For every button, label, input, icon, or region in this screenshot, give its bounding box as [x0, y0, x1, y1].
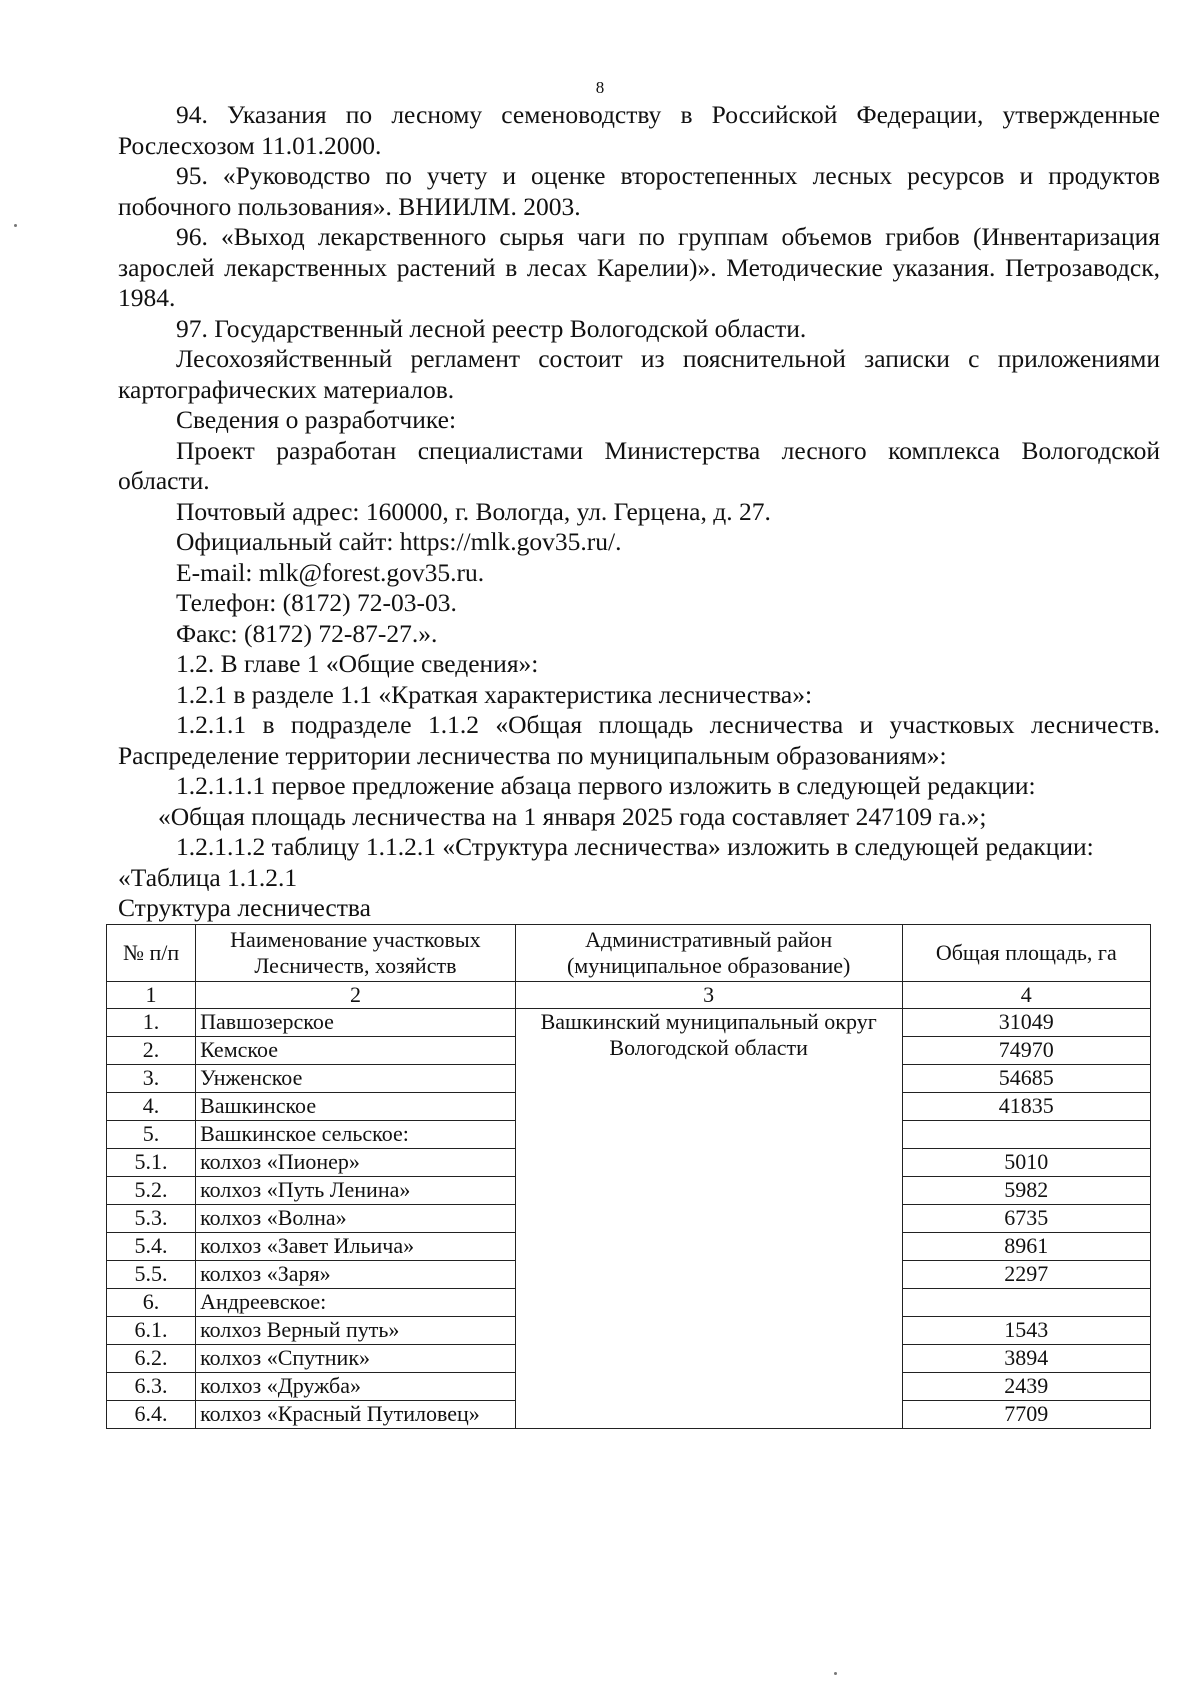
row-number: 6.3. — [107, 1372, 196, 1400]
row-name: колхоз «Пионер» — [196, 1148, 516, 1176]
row-number: 5.4. — [107, 1232, 196, 1260]
row-number: 5.2. — [107, 1176, 196, 1204]
header-district: Административный район (муниципальное образование) — [515, 924, 902, 981]
row-number: 5.1. — [107, 1148, 196, 1176]
column-number: 1 — [107, 981, 196, 1008]
column-number: 3 — [515, 981, 902, 1008]
paragraph: Проект разработан специалистами Министерства лесного комплекса Вологодской области. — [118, 435, 1160, 495]
paragraph: Лесохозяйственный регламент состоит из пояснительной записки с приложениями картографических материалов. — [118, 344, 1160, 404]
row-area: 7709 — [902, 1400, 1150, 1428]
paragraph: Официальный сайт: https://mlk.gov35.ru/. — [176, 527, 622, 556]
header-name: Наименование участковых Лесничеств, хозяйств — [196, 924, 516, 981]
row-area: 74970 — [902, 1036, 1150, 1064]
paragraph: 96. «Выход лекарственного сырья чаги по группам объемов грибов (Инвентаризация зарослей лекарственных растений в лесах Карелии)». Методические указания. Петрозаводск, 1984. — [118, 222, 1160, 312]
row-number: 5.5. — [107, 1260, 196, 1288]
paragraph: 1.2.1.1.1 первое предложение абзаца первого изложить в следующей редакции: — [176, 771, 1036, 800]
row-name: колхоз «Завет Ильича» — [196, 1232, 516, 1260]
row-area: 2439 — [902, 1372, 1150, 1400]
paragraph: E-mail: mlk@forest.gov35.ru. — [176, 557, 485, 587]
row-number: 6.1. — [107, 1316, 196, 1344]
paragraph: 95. «Руководство по учету и оценке второстепенных лесных ресурсов и продуктов побочного пользования». ВНИИЛМ. 2003. — [118, 161, 1160, 221]
paragraph: 1.2.1.1.2 таблицу 1.1.2.1 «Структура лесничества» изложить в следующей редакции: — [176, 832, 1094, 861]
row-name: Кемское — [196, 1036, 516, 1064]
row-area: 54685 — [902, 1064, 1150, 1092]
paragraph: 94. Указания по лесному семеноводству в Российской Федерации, утвержденные Рослесхозом 11.01.2000. — [118, 100, 1160, 160]
row-area — [902, 1120, 1150, 1148]
paragraph: Телефон: (8172) 72-03-03. — [176, 588, 457, 617]
column-number: 4 — [902, 981, 1150, 1008]
table-row — [107, 1008, 1151, 1036]
forestry-structure-table — [106, 924, 1151, 1429]
row-name: колхоз «Спутник» — [196, 1344, 516, 1372]
row-area — [902, 1288, 1150, 1316]
row-area: 6735 — [902, 1204, 1150, 1232]
row-area: 3894 — [902, 1344, 1150, 1372]
paragraph: «Общая площадь лесничества на 1 января 2025 года составляет 247109 га.»; — [158, 801, 987, 831]
paragraph: 97. Государственный лесной реестр Вологодской области. — [176, 313, 807, 343]
row-name: Вашкинское сельское: — [196, 1120, 516, 1148]
row-number: 5.3. — [107, 1204, 196, 1232]
scan-speck — [14, 224, 17, 227]
row-number: 2. — [107, 1036, 196, 1064]
header-number: № п/п — [107, 924, 196, 981]
paragraph: 1.2.1.1 в подразделе 1.1.2 «Общая площадь лесничества и участковых лесничеств. Распределение территории лесничества по муниципальным образованиям»: — [118, 710, 1160, 770]
row-name: колхоз «Дружба» — [196, 1372, 516, 1400]
row-name: колхоз «Заря» — [196, 1260, 516, 1288]
row-name: Павшозерское — [196, 1008, 516, 1036]
scan-speck — [834, 1672, 837, 1675]
district-cell: Вашкинский муниципальный округ Вологодской области — [515, 1008, 902, 1428]
row-number: 6.4. — [107, 1400, 196, 1428]
page-number: 8 — [595, 78, 605, 97]
row-number: 1. — [107, 1008, 196, 1036]
paragraph: Почтовый адрес: 160000, г. Вологда, ул. Герцена, д. 27. — [176, 496, 771, 526]
row-area: 2297 — [902, 1260, 1150, 1288]
row-name: Андреевское: — [196, 1288, 516, 1316]
row-area: 8961 — [902, 1232, 1150, 1260]
row-area: 5010 — [902, 1148, 1150, 1176]
row-number: 5. — [107, 1120, 196, 1148]
row-name: Унженское — [196, 1064, 516, 1092]
row-area: 1543 — [902, 1316, 1150, 1344]
row-name: Вашкинское — [196, 1092, 516, 1120]
row-name: колхоз «Путь Ленина» — [196, 1176, 516, 1204]
row-area: 41835 — [902, 1092, 1150, 1120]
row-name: колхоз «Волна» — [196, 1204, 516, 1232]
row-number: 4. — [107, 1092, 196, 1120]
paragraph: 1.2.1 в разделе 1.1 «Краткая характеристика лесничества»: — [176, 679, 813, 709]
header-area: Общая площадь, га — [902, 924, 1150, 981]
row-name: колхоз «Красный Путиловец» — [196, 1400, 516, 1428]
body-text — [118, 100, 1160, 1429]
row-number: 6.2. — [107, 1344, 196, 1372]
row-area: 31049 — [902, 1008, 1150, 1036]
row-name: колхоз Верный путь» — [196, 1316, 516, 1344]
paragraph: Сведения о разработчике: — [176, 405, 457, 434]
paragraph: Факс: (8172) 72-87-27.». — [176, 618, 438, 648]
row-number: 6. — [107, 1288, 196, 1316]
row-number: 3. — [107, 1064, 196, 1092]
column-number: 2 — [196, 981, 516, 1008]
table-caption: «Таблица 1.1.2.1 — [118, 862, 298, 892]
table-title: Структура лесничества — [118, 893, 371, 922]
row-area: 5982 — [902, 1176, 1150, 1204]
paragraph: 1.2. В главе 1 «Общие сведения»: — [176, 649, 539, 678]
